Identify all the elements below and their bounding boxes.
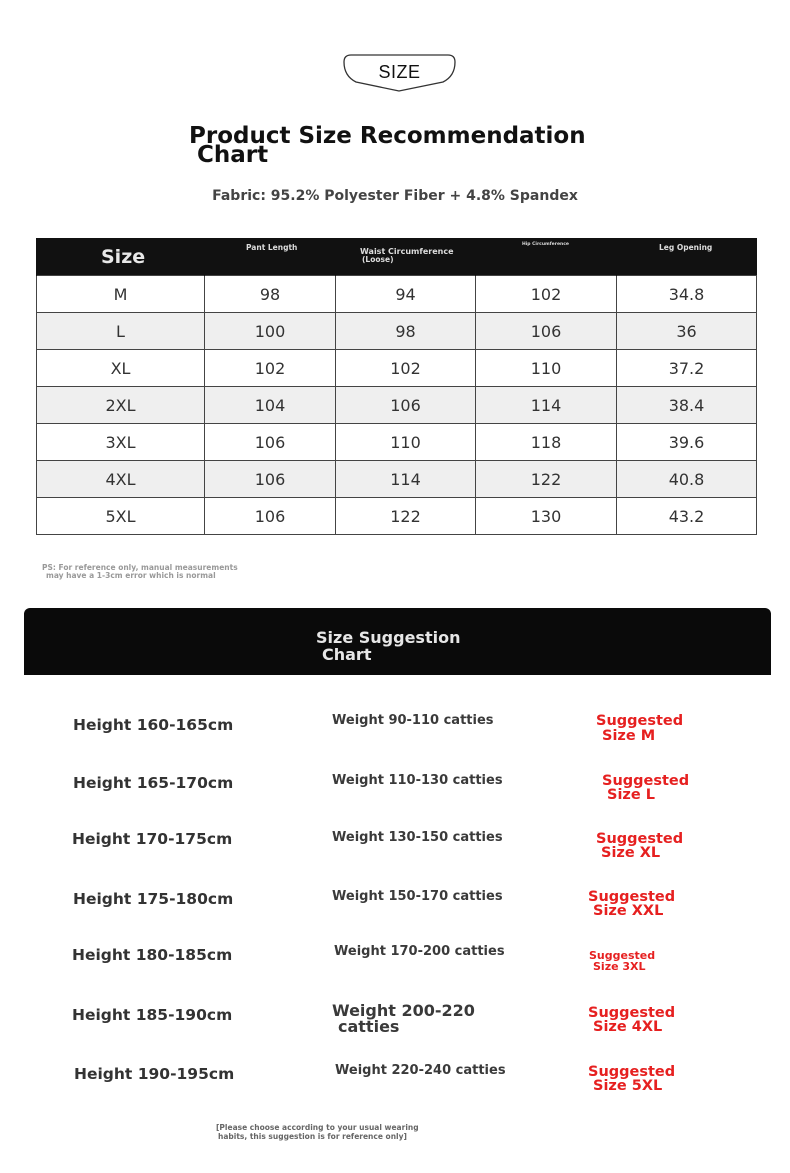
cell-leg-opening: 43.2 xyxy=(617,498,757,535)
height-range: Height 180-185cm xyxy=(72,946,233,964)
size-badge xyxy=(343,54,456,92)
header-waist-label: Waist Circumference xyxy=(360,247,454,256)
reference-note-line1: PS: For reference only, manual measurements xyxy=(42,563,238,572)
table-row xyxy=(37,387,757,424)
cell-size: 2XL xyxy=(37,387,205,424)
cell-size: 3XL xyxy=(37,424,205,461)
header-hip-label: Hip Circumference xyxy=(522,242,569,247)
cell-pant-length: 104 xyxy=(205,387,336,424)
weight-range: Weight 130-150 catties xyxy=(332,830,503,845)
cell-pant-length: 98 xyxy=(205,276,336,313)
cell-waist: 114 xyxy=(336,461,476,498)
cell-hip: 110 xyxy=(476,350,617,387)
disclaimer-note xyxy=(216,1124,419,1141)
cell-leg-opening: 34.8 xyxy=(617,276,757,313)
cell-size: XL xyxy=(37,350,205,387)
header-leg-opening-label: Leg Opening xyxy=(659,243,713,252)
cell-hip: 102 xyxy=(476,276,617,313)
cell-pant-length: 102 xyxy=(205,350,336,387)
header-hip xyxy=(476,238,617,276)
header-leg-opening xyxy=(617,238,757,276)
weight-range-unit: catties xyxy=(338,1017,400,1036)
cell-size: L xyxy=(37,313,205,350)
cell-waist: 102 xyxy=(336,350,476,387)
suggested-label: Suggested xyxy=(596,713,684,729)
cell-waist: 106 xyxy=(336,387,476,424)
size-table xyxy=(36,238,757,535)
suggested-size: Size M xyxy=(602,728,656,744)
cell-waist: 98 xyxy=(336,313,476,350)
suggested-label: Suggested xyxy=(596,831,684,847)
table-row xyxy=(37,350,757,387)
badge-label: SIZE xyxy=(378,62,421,82)
cell-pant-length: 106 xyxy=(205,498,336,535)
cell-leg-opening: 38.4 xyxy=(617,387,757,424)
height-range: Height 190-195cm xyxy=(74,1065,235,1083)
cell-pant-length: 106 xyxy=(205,461,336,498)
size-table-header xyxy=(37,238,757,276)
suggestion-title-line1: Size Suggestion xyxy=(316,628,461,647)
cell-waist: 122 xyxy=(336,498,476,535)
cell-hip: 130 xyxy=(476,498,617,535)
height-range: Height 185-190cm xyxy=(72,1006,233,1024)
cell-size: 4XL xyxy=(37,461,205,498)
table-row xyxy=(37,461,757,498)
height-range: Height 170-175cm xyxy=(72,830,233,848)
suggested-label: Suggested xyxy=(588,889,676,905)
disclaimer-line2: habits, this suggestion is for reference only] xyxy=(218,1131,407,1141)
weight-range: Weight 220-240 catties xyxy=(335,1063,506,1078)
cell-leg-opening: 40.8 xyxy=(617,461,757,498)
page-title-line2: Chart xyxy=(197,142,269,168)
suggested-label: Suggested xyxy=(588,1005,676,1021)
reference-note xyxy=(42,564,238,580)
header-waist-sublabel: (Loose) xyxy=(362,255,394,264)
suggested-size: Size XL xyxy=(601,845,661,861)
cell-hip: 106 xyxy=(476,313,617,350)
cell-leg-opening: 39.6 xyxy=(617,424,757,461)
weight-range: Weight 90-110 catties xyxy=(332,713,494,728)
weight-range: Weight 150-170 catties xyxy=(332,889,503,904)
suggested-size: Size 5XL xyxy=(593,1078,663,1094)
disclaimer-line1: [Please choose according to your usual wearing xyxy=(216,1123,419,1132)
suggestion-title-line2: Chart xyxy=(322,645,372,664)
cell-hip: 122 xyxy=(476,461,617,498)
height-range: Height 160-165cm xyxy=(73,716,234,734)
weight-range: Weight 200-220 xyxy=(332,1001,475,1020)
header-pant-length-label: Pant Length xyxy=(246,243,298,252)
height-range: Height 165-170cm xyxy=(73,774,234,792)
header-waist xyxy=(336,238,476,276)
table-row xyxy=(37,276,757,313)
cell-size: M xyxy=(37,276,205,313)
cell-hip: 118 xyxy=(476,424,617,461)
cell-waist: 94 xyxy=(336,276,476,313)
cell-size: 5XL xyxy=(37,498,205,535)
suggested-label: Suggested xyxy=(588,1064,676,1080)
header-size xyxy=(37,238,205,276)
height-range: Height 175-180cm xyxy=(73,890,234,908)
fabric-composition: Fabric: 95.2% Polyester Fiber + 4.8% Spandex xyxy=(212,188,578,204)
weight-range: Weight 170-200 catties xyxy=(334,944,505,959)
cell-pant-length: 100 xyxy=(205,313,336,350)
cell-leg-opening: 36 xyxy=(617,313,757,350)
suggested-label: Suggested xyxy=(602,773,690,789)
table-row xyxy=(37,424,757,461)
suggested-label: Suggested xyxy=(589,949,656,962)
table-row xyxy=(37,313,757,350)
reference-note-line2: may have a 1-3cm error which is normal xyxy=(46,571,216,580)
page-title-line1: Product Size Recommendation xyxy=(189,123,586,149)
suggestion-header xyxy=(24,608,771,675)
weight-range: Weight 110-130 catties xyxy=(332,773,503,788)
cell-pant-length: 106 xyxy=(205,424,336,461)
suggested-size: Size 4XL xyxy=(593,1019,663,1035)
header-pant-length xyxy=(205,238,336,276)
suggested-size: Size XXL xyxy=(593,903,664,919)
cell-leg-opening: 37.2 xyxy=(617,350,757,387)
suggested-size: Size L xyxy=(607,787,655,803)
suggested-size: Size 3XL xyxy=(593,960,646,973)
cell-hip: 114 xyxy=(476,387,617,424)
table-row xyxy=(37,498,757,535)
header-size-label: Size xyxy=(101,246,146,268)
cell-waist: 110 xyxy=(336,424,476,461)
